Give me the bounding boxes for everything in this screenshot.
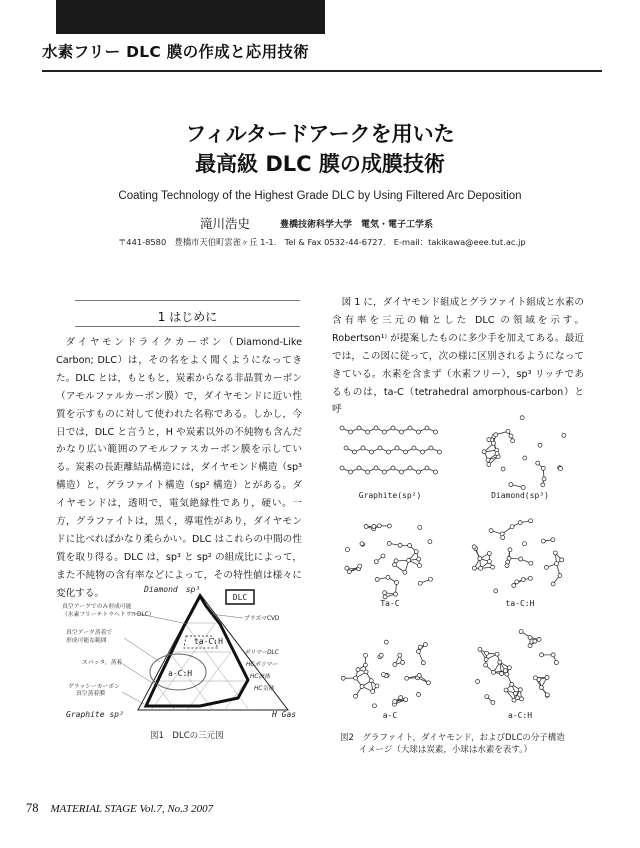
label-plasma-cvd: プラズマCVD: [244, 616, 280, 622]
page-number: 78: [26, 801, 39, 815]
panel-label-diamond: Diamond(sp³): [491, 491, 549, 500]
author-address: 〒441-8580 豊橋市天伯町雲雀ヶ丘 1-1. Tel & Fax 0532-44-6727. E-mail：takikawa@eee.tut.ac.jp: [118, 237, 526, 247]
panel-label-ta-c-h: ta-C:H: [505, 599, 535, 608]
panel-label-a-c-h: a-C:H: [507, 711, 533, 720]
molecule-graphite-drawing: [340, 426, 442, 474]
dlc-box-label: DLC: [232, 593, 248, 602]
label-hydrogen-free-ta: （水素フリーテトラヘドラルDLC）: [62, 612, 155, 618]
molecule-amorph-drawing: [341, 640, 430, 708]
corner-left-label: Graphite sp²: [66, 710, 124, 719]
series-rule: [42, 70, 602, 72]
figure2-caption: [340, 732, 590, 756]
label-sputter: スパッタ，蒸着: [82, 660, 123, 666]
author-name: 滝川浩史: [200, 216, 251, 231]
section-rule-bottom: [75, 326, 300, 327]
label-hc-polymer: HCポリマー: [246, 662, 278, 668]
molecule-diamond-drawing: [482, 416, 566, 490]
series-title: 水素フリー DLC 膜の作成と応用技術: [42, 43, 309, 61]
intro-paragraph: ダイヤモンドライクカーボン（Diamond-Like Carbon; DLC）は，その名をよく聞くようになってきた。DLC とは，もともと，炭素からなる非晶質カーボン（アモルファルカーボン膜）で，ダイヤモンドに近い性質を示すものに対して使われた名称である。しかし，今日では，DLC と言うと，H や炭素以外の不純物も含んだかなり広い範囲のアモルファスカーボン膜を示している。炭素の長距離結晶構造には，ダイヤモンド構造（sp³ 構造）と，グラファイト構造（sp² 構造）とがある。ダイヤモンドは，透明で，電気絶縁性であり，硬い。一方，グラファイトは，黒く，導電性があり，ダイヤモンドに比べればかなり柔らかい。DLC はこれらの中間の性質を取り得る。DLC は，sp³ と sp² の組成比によって，また不純物の含有率などによって，その特性値は様々に変化する。: [56, 337, 302, 599]
right-column-text: [332, 294, 584, 419]
label-vacuum-arc-only: 真空アークでのみ形成可能: [62, 604, 132, 610]
molecule-amorph-drawing: [345, 524, 433, 599]
figure1-caption: 図1 DLCの三元図: [150, 731, 224, 741]
article-title-line2: 最高級 DLC 膜の成膜技術: [195, 152, 445, 176]
label-arc-range: 形成可能な範囲: [66, 638, 107, 644]
molecule-amorph-drawing: [472, 519, 564, 593]
molecular-structure-figure: [330, 408, 590, 728]
english-title: Coating Technology of the Highest Grade DLC by Using Filtered Arc Deposition: [118, 190, 522, 202]
panel-label-a-c: a-C: [382, 711, 398, 720]
dlc-region-outline: [146, 596, 248, 706]
molecule-panels: [340, 416, 566, 708]
corner-top-label: Diamond sp³: [144, 585, 201, 594]
label-hc-gas: HC気体: [254, 686, 275, 692]
section-heading: 1 はじめに: [157, 310, 218, 324]
label-hc-liquid: HC液体: [250, 674, 271, 680]
figure2-caption-line1: 図2 グラファイト，ダイヤモンド，およびDLCの分子構造: [340, 733, 565, 743]
molecule-amorph-drawing: [476, 630, 559, 705]
page-footer: [26, 801, 213, 816]
inner-label-a-c-h: a-C:H: [168, 669, 193, 678]
inner-label-ta-c-h: ta-C:H: [194, 637, 223, 646]
panel-label-graphite: Graphite(sp²): [358, 491, 422, 500]
author-affiliation: 豊橋技術科学大学 電気・電子工学系: [280, 220, 434, 230]
label-arc-deposition: 真空アーク蒸着で: [66, 630, 113, 636]
section-rule-top: [75, 300, 300, 301]
label-glassy-carbon: グラッシーカーボン: [68, 684, 120, 690]
label-vacuum-evap: 真空蒸着膜: [76, 691, 105, 697]
panel-label-ta-c: Ta-C: [380, 599, 400, 608]
header-bar: [56, 0, 325, 34]
article-title-line1: フィルタードアークを用いた: [185, 122, 455, 146]
figure-intro-paragraph: 図 1 に，ダイヤモンド組成とグラファイト組成と水素の含有率を三元の軸とした DLC の領域を示す。Robertson¹⁾ が提案したものに多少手を加えてある。最近では，この図に従って，次の様に区別されるようになってきている。水素を含まず（水素フリー），sp³ リッチであるものは，ta-C（tetrahedral amorphous-carbon）と呼: [332, 297, 584, 416]
label-polymer-dlc: ポリマーDLC: [244, 650, 279, 656]
journal-citation: MATERIAL STAGE Vol.7, No.3 2007: [50, 803, 214, 815]
left-column-text: [56, 334, 302, 603]
ternary-diagram: [60, 584, 320, 726]
corner-right-label: H Gas: [272, 710, 297, 719]
figure2-caption-line2: イメージ（大球は炭素，小球は水素を表す。）: [358, 745, 533, 755]
